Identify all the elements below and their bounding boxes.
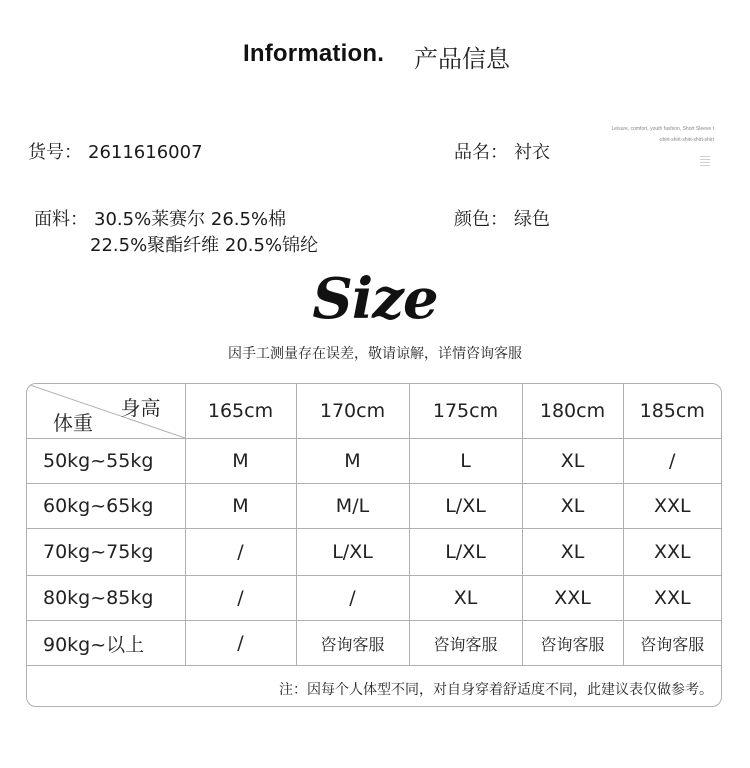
corner-weight-label: 体重 xyxy=(53,411,93,435)
size-cell: M xyxy=(296,439,409,484)
size-cell: / xyxy=(185,576,296,621)
weight-cell: 70kg~75kg xyxy=(27,529,185,576)
height-header: 180cm xyxy=(522,384,623,439)
weight-cell: 60kg~65kg xyxy=(27,484,185,529)
size-cell: M xyxy=(185,439,296,484)
weight-cell: 80kg~85kg xyxy=(27,576,185,621)
size-cell: L xyxy=(409,439,522,484)
size-cell: L/XL xyxy=(409,484,522,529)
height-header: 175cm xyxy=(409,384,522,439)
size-cell: XXL xyxy=(623,484,721,529)
size-cell: XXL xyxy=(623,529,721,576)
size-cell: L/XL xyxy=(296,529,409,576)
table-corner-cell xyxy=(27,384,185,439)
product-name xyxy=(454,138,550,164)
size-cell: / xyxy=(185,529,296,576)
size-cell: L/XL xyxy=(409,529,522,576)
fabric-line2: 22.5%聚酯纤维 20.5%锦纶 xyxy=(90,235,319,256)
item-number xyxy=(28,138,203,164)
height-header: 170cm xyxy=(296,384,409,439)
title-english: Information. xyxy=(243,40,385,67)
height-header: 165cm xyxy=(185,384,296,439)
size-cell: XL xyxy=(522,484,623,529)
height-header: 185cm xyxy=(623,384,721,439)
fabric-line1: 30.5%莱赛尔 26.5%棉 xyxy=(94,209,287,230)
size-cell: 咨询客服 xyxy=(409,621,522,666)
weight-cell: 90kg~以上 xyxy=(27,621,185,666)
size-cell: / xyxy=(623,439,721,484)
size-cell: XXL xyxy=(623,576,721,621)
size-cell: M/L xyxy=(296,484,409,529)
size-table xyxy=(26,383,722,707)
size-cell: / xyxy=(296,576,409,621)
color xyxy=(454,205,550,231)
list-lines-icon xyxy=(700,156,710,168)
table-row xyxy=(27,621,721,666)
size-cell: 咨询客服 xyxy=(296,621,409,666)
color-label: 颜色： xyxy=(454,209,508,230)
size-cell: 咨询客服 xyxy=(623,621,721,666)
title-chinese: 产品信息 xyxy=(414,45,510,73)
side-note xyxy=(586,124,714,146)
table-note-row xyxy=(27,666,721,708)
table-row xyxy=(27,529,721,576)
product-name-value: 衬衣 xyxy=(514,142,550,163)
table-row xyxy=(27,576,721,621)
weight-cell: 50kg~55kg xyxy=(27,439,185,484)
table-row xyxy=(27,484,721,529)
size-title: Size xyxy=(312,266,438,332)
item-number-label: 货号： xyxy=(28,142,82,163)
side-note-line2: -shirt-shirt-shirt-shirt-shirt xyxy=(658,137,714,143)
measurement-disclaimer: 因手工测量存在误差，敬请谅解，详情咨询客服 xyxy=(228,346,522,362)
size-cell: 咨询客服 xyxy=(522,621,623,666)
size-cell: XL xyxy=(522,529,623,576)
color-value: 绿色 xyxy=(514,209,550,230)
product-name-label: 品名： xyxy=(454,142,508,163)
size-cell: / xyxy=(185,621,296,666)
fabric-label: 面料： xyxy=(34,209,88,230)
table-header-row xyxy=(27,384,721,439)
size-cell: XL xyxy=(522,439,623,484)
size-cell: XL xyxy=(409,576,522,621)
fabric xyxy=(34,205,286,231)
corner-height-label: 身高 xyxy=(120,396,161,420)
item-number-value: 2611616007 xyxy=(88,142,203,163)
table-row xyxy=(27,439,721,484)
side-note-line1: Leisure, comfort, youth fashion, Short Sleeve t xyxy=(611,126,714,132)
diagonal-divider xyxy=(27,384,185,438)
size-cell: M xyxy=(185,484,296,529)
table-note: 注：因每个人体型不同，对自身穿着舒适度不同，此建议表仅做参考。 xyxy=(279,681,713,698)
size-cell: XXL xyxy=(522,576,623,621)
